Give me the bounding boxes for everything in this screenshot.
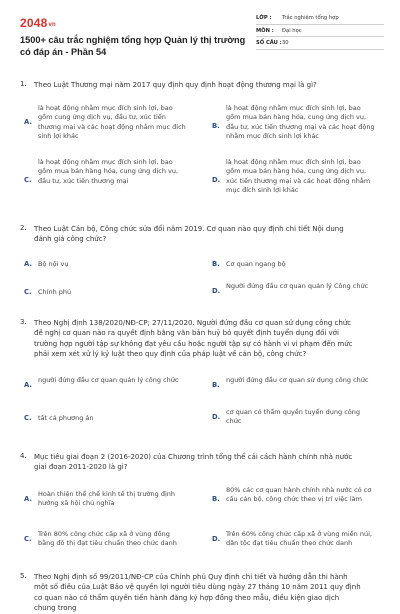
- document-header: [16, 12, 384, 62]
- document-meta: [256, 12, 384, 50]
- question-number: 4.: [20, 452, 27, 460]
- meta-row-count: SỐ CÂU : 30: [256, 37, 384, 50]
- meta-row-class: LỚP : Trắc nghiệm tổng hợp: [256, 12, 384, 25]
- question-number: 2.: [20, 224, 27, 232]
- question-5: [20, 572, 364, 613]
- question-text: Theo Luật Cán bộ, Công chức sửa đổi năm 2019. Cơ quan nào quy định chi tiết Nội dung đánh giá công chức?: [34, 225, 344, 244]
- question-number: 3.: [20, 318, 27, 326]
- question-4: 4. Mục tiêu giai đoạn 2 (2016-2020) của Chương trình tổng thể cải cách hành chính nhà nước giai đoạn 2011-2020 là gì? A. Hoàn thiện thể chế kinh tế thị trường định hướng xã hội chủ nghĩa B. 80% các cơ quan hành chính nhà nước có cơ cấu cán bộ, công chức theo vị trí việc làm C. Trên 80% công chức cấp xã ở vùng đồng bằng đô thị đạt tiêu chuẩn theo chức danh D. Trên 60% công chức cấp xã ở vùng miền núi, dân tộc đạt tiêu chuẩn theo chức danh: [20, 452, 372, 548]
- site-logo[interactable]: 2048vn: [20, 16, 56, 30]
- question-number: 5.: [20, 572, 27, 580]
- question-number: 1.: [20, 80, 27, 88]
- question-text: Theo Luật Thương mại năm 2017 quy định quy định hoạt động thương mại là gì?: [34, 81, 317, 89]
- question-text: Theo Nghị định số 99/2011/NĐ-CP của Chính phủ Quy định chi tiết và hướng dẫn thi hành một số điều của Luật Bảo vệ quyền lợi người tiêu dùng ngày 27 tháng 10 năm 2011 quy định cơ quan nào có thẩm quyền tiến hành đăng ký hợp đồng theo mẫu, điều kiện giao dịch chung trong: [34, 573, 361, 613]
- meta-row-subject: MÔN : Đại học: [256, 25, 384, 38]
- document-title: 1500+ câu trắc nghiệm tổng hợp Quản lý thị trường có đáp án - Phần 54: [20, 35, 246, 57]
- question-1: 1. Theo Luật Thương mại năm 2017 quy định quy định hoạt động thương mại là gì? A. là hoạt động nhằm mục đích sinh lợi, bao gồm cung ứng dịch vụ, đầu tư, xúc tiến thương mại và các hoạt động nhằm mục đích sinh lợi khác B. là hoạt động nhằm mục đích sinh lợi, bao gồm mua bán hàng hóa, cung ứng dịch vụ, đầu tư, xúc tiến thương mại và các hoạt động nhằm mục đích sinh lợi khác C. là hoạt động nhằm mục đích sinh lợi, bao gồm mua bán hàng hóa, cung ứng dịch vụ, đầu tư, xúc tiến thương mại D. là hoạt động nhằm mục đích sinh lợi, bao gồm mua bán hàng hóa, cung ứng dịch vụ, xúc tiến thương mại và các hoạt động nhằm mục đích sinh lợi khác: [20, 80, 375, 195]
- question-2: 2. Theo Luật Cán bộ, Công chức sửa đổi năm 2019. Cơ quan nào quy định chi tiết Nội dung đánh giá công chức? A. Bộ nội vụ B. Cơ quan ngang bộ C. Chính phủ D. Người đứng đầu cơ quan quản lý Công chức: [20, 224, 369, 296]
- question-text: Mục tiêu giai đoạn 2 (2016-2020) của Chương trình tổng thể cải cách hành chính nhà nước giai đoạn 2011-2020 là gì?: [34, 453, 353, 472]
- question-text: Theo Nghị định 138/2020/NĐ-CP; 27/11/2020. Người đứng đầu cơ quan sử dụng công chức đề nghị cơ quan nào ra quyết định bằng văn bản huỷ bỏ quyết định tuyển dụng đối với trường hợp người tập sự không đạt yêu cầu hoặc người tập sự có hành vi vi phạm đến mức phải xem xét xử lý kỷ luật theo quy định của pháp luật về cán bộ, công chức?: [34, 319, 353, 359]
- question-3: 3. Theo Nghị định 138/2020/NĐ-CP; 27/11/2020. Người đứng đầu cơ quan sử dụng công chức đề nghị cơ quan nào ra quyết định bằng văn bản huỷ bỏ quyết định tuyển dụng đối với trường hợp người tập sự không đạt yêu cầu hoặc người tập sự có hành vi vi phạm đến mức phải xem xét xử lý kỷ luật theo quy định của pháp luật về cán bộ, công chức? A. người đứng đầu cơ quan quản lý công chức B. người đứng đầu cơ quan sử dụng công chức C. tất cả phương án D. cơ quan có thẩm quyền tuyển dụng công chức: [20, 318, 369, 426]
